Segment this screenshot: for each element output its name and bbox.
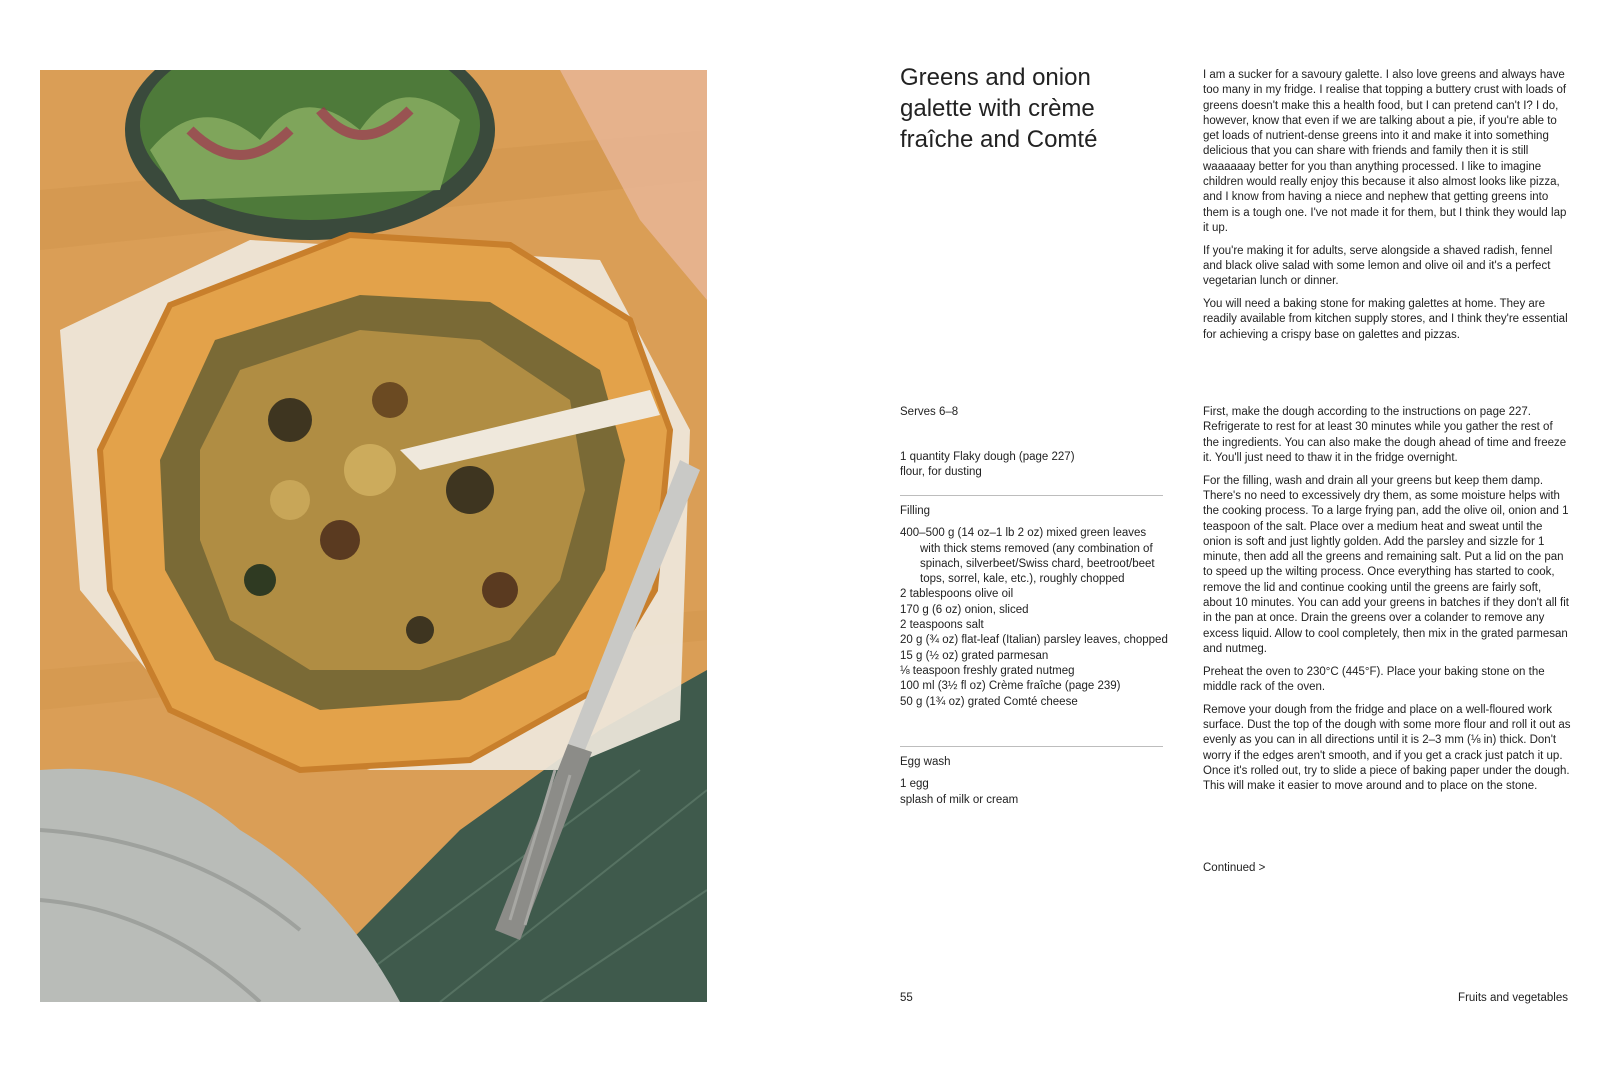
section-name: Fruits and vegetables	[1458, 992, 1568, 1004]
ingredient-item: ⅛ teaspoon freshly grated nutmeg	[900, 664, 1075, 677]
method-step: First, make the dough according to the instructions on page 227. Refrigerate to rest for at least 30 minutes while you gather the rest of the ingredients. You can also make the dough ahead of time and freeze it. You'll just need to thaw it in the fridge overnight.	[1203, 406, 1567, 464]
method-step: Remove your dough from the fridge and place on a well-floured work surface. Dust the top of the dough with some more flour and roll it out as evenly as you can in all directions until it is 2–3 mm (⅛ in) thick. Don't worry if the edges aren't smooth, and if you get a crack just patch it up. Once it's rolled out, try to slide a piece of baking paper under the dough. This will make it easier to move around and to place on the stone.	[1203, 703, 1571, 793]
ingredient-item: 1 quantity Flaky dough (page 227)	[900, 451, 1075, 463]
galette-photo	[40, 70, 707, 1002]
egg-wash-section	[900, 755, 1168, 808]
recipe-title: Greens and onion galette with crème fraîche and Comté	[900, 64, 1098, 153]
ingredient-item: 15 g (½ oz) grated parmesan	[900, 649, 1049, 662]
serves-label: Serves 6–8	[900, 406, 959, 418]
ingredient-item: 50 g (1¾ oz) grated Comté cheese	[900, 695, 1078, 708]
ingredient-item: 2 tablespoons olive oil	[900, 588, 1014, 601]
intro-paragraph: I am a sucker for a savoury galette. I also love greens and always have too many in my fridge. I realise that topping a buttery crust with loads of greens doesn't make this a health food, but I can pretend can't I? I do, however, know that even if we are talking about a pie, if you're able to get loads of nutrient-dense greens into it and make it into something delicious that you can share with friends and family then it is still waaaaaay better for you than anything processed. I like to imagine children would really enjoy this because it also almost looks like pizza, and I know from having a niece and nephew that getting greens into them is a tough one. I've not made it for them, but I think they would lap it up.	[1203, 69, 1567, 234]
base-ingredients	[900, 450, 1170, 481]
ingredient-item: splash of milk or cream	[900, 793, 1019, 806]
ingredient-item: 100 ml (3½ fl oz) Crème fraîche (page 239)	[900, 680, 1121, 693]
method-text	[1203, 405, 1571, 802]
ingredient-item: 170 g (6 oz) onion, sliced	[900, 603, 1029, 616]
method-step: Preheat the oven to 230°C (445°F). Place your baking stone on the middle rack of the oven.	[1203, 665, 1545, 694]
ingredient-item: 400–500 g (14 oz–1 lb 2 oz) mixed green leaves with thick stems removed (any combination of spinach, silverbeet/Swiss chard, beetroot/beet tops, sorrel, kale, etc.), roughly chopped	[900, 527, 1155, 586]
egg-wash-heading: Egg wash	[900, 756, 951, 768]
intro-paragraph: You will need a baking stone for making galettes at home. They are readily available from kitchen supply stores, and I think they're essential for achieving a crispy base on galettes and pizzas.	[1203, 298, 1568, 341]
filling-heading: Filling	[900, 505, 931, 517]
page-number: 55	[900, 992, 913, 1004]
divider	[900, 495, 1163, 496]
method-step: For the filling, wash and drain all your greens but keep them damp. There's no need to excessively dry them, as some moisture helps with the cooking process. To a large frying pan, add the olive oil, onion and 1 teaspoon of the salt. Place over a medium heat and sweat until the onion is soft and just lightly golden. Add the parsley and sizzle for 1 minute, then add all the greens and remaining salt. Put a lid on the pan to speed up the wilting process. Once everything has started to cook, remove the lid and continue cooking until the greens are fairly soft, about 10 minutes. You can add your greens in batches if they don't all fit in the pan at once. Drain the greens over a colander to remove any excess liquid. Allow to cool completely, then mix in the grated parmesan and nutmeg.	[1203, 474, 1569, 655]
filling-section	[900, 504, 1168, 710]
intro-text	[1203, 68, 1571, 351]
intro-paragraph: If you're making it for adults, serve alongside a shaved radish, fennel and black olive salad with some lemon and olive oil and it's a perfect vegetarian lunch or dinner.	[1203, 244, 1553, 288]
ingredient-item: flour, for dusting	[900, 466, 982, 479]
divider	[900, 746, 1163, 747]
continued-label: Continued >	[1203, 862, 1266, 874]
ingredient-item: 20 g (¾ oz) flat-leaf (Italian) parsley leaves, chopped	[900, 634, 1168, 647]
ingredient-item: 1 egg	[900, 778, 929, 791]
ingredient-item: 2 teaspoons salt	[900, 619, 984, 632]
